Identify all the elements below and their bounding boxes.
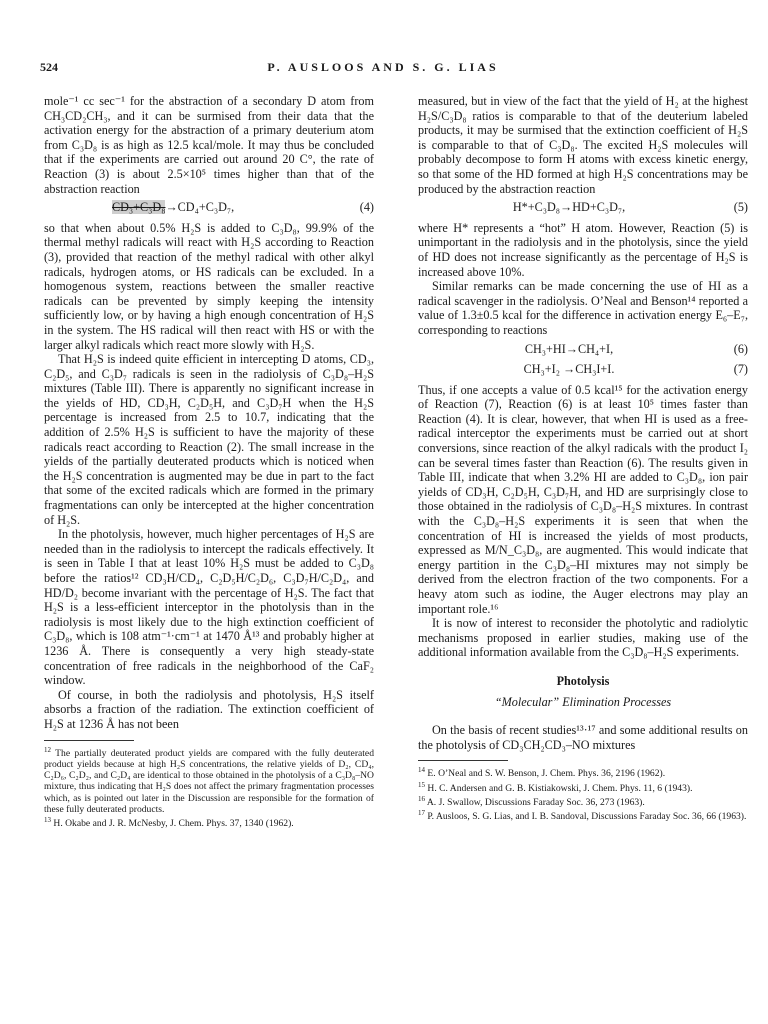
equation-number: (7): [733, 362, 748, 377]
footnote-mark: 14: [418, 766, 425, 775]
journal-page: [40, 60, 748, 1000]
paragraph: Of course, in both the radiolysis and photolysis, H₂S itself absorbs a fraction of the radiation. The extinction coefficient of H₂S at 1236 Å has not been: [44, 687, 374, 731]
equation-6: [418, 342, 748, 357]
equation-text: CH₃+HI→CH₄+I,: [524, 341, 614, 356]
footnote: [418, 808, 748, 822]
footnote-mark: 16: [418, 794, 425, 803]
section-heading: Photolysis: [556, 673, 610, 688]
subsection-heading: “Molecular” Elimination Processes: [494, 694, 672, 709]
paragraph: It is now of interest to reconsider the photolytic and radiolytic mechanisms proposed in earlier studies, making use of the additional information available from the C₃D₈–H₂S experiments.: [418, 616, 748, 660]
footnote-mark: 15: [418, 780, 425, 789]
footnote: [418, 780, 748, 794]
footnote: [44, 745, 374, 816]
paragraph: where H* represents a “hot” H atom. However, Reaction (5) is unimportant in the radiolysis and in the photolysis, since the yield of HD does not increase significantly as the percentage of H₂S is increased above 10%.: [418, 220, 748, 279]
page-header: [40, 60, 726, 80]
equation-5: [418, 200, 748, 215]
equation-text: →CD₄+C₃D₇,: [165, 200, 235, 215]
footnote-mark: 13: [44, 816, 51, 825]
page-number: 524: [40, 60, 58, 74]
footnote-divider: [44, 740, 134, 741]
footnote-mark: 17: [418, 809, 425, 818]
equation-number: (6): [733, 341, 748, 356]
paragraph: In the photolysis, however, much higher percentages of H₂S are needed than in the radiolysis to intercept the radicals effectively. It is seen in Table I that at least 10% H₂S must be added to C₃D₈ before the ratios¹² CD₃H/CD₄, C₂D₅H/C₂D₆, C₃D₇H/C₂D₄, and HD/D₂ become invariant with the percentage of H₂S. The fact that H₂S is a less-efficient interceptor in the photolysis than in the radiolysis is most likely due to the high extinction coefficient of C₃D₈, which is 108 atm⁻¹·cm⁻¹ at 1470 Å¹³ and probably higher at 1236 Å. There is consequently a very high steady-state concentration of free radicals in the neighborhood of the CaF₂ window.: [44, 527, 374, 688]
running-head: P. AUSLOOS AND S. G. LIAS: [267, 60, 499, 74]
paragraph: Similar remarks can be made concerning the use of HI as a radical scavenger in the radiolysis. O’Neal and Benson¹⁴ reported a value of 1.3±0.5 kcal for the difference in activation energy E₆–E₇, corresponding to reactions: [418, 279, 748, 337]
footnote: [44, 815, 374, 829]
footnote-text: H. C. Andersen and G. B. Kistiakowski, J. Chem. Phys. 11, 6 (1943).: [427, 782, 693, 794]
footnote-text: H. Okabe and J. R. McNesby, J. Chem. Phys. 37, 1340 (1962).: [53, 818, 294, 830]
footnote-text: The partially deuterated product yields are compared with the fully deuterated product yields because at high H₂S concentrations, the relative yields of D₂, CD₄, C₂D₆, C₂D₂, and C₂D₄ are identical to those obtained in the photolysis of a C₃D₈–NO mixture, thus indicating that H₂S does not affect the primary fragmentation processes which, as is pointed out later in the Discussion are responsible for the formation of these fully deuterated products.: [44, 747, 374, 816]
footnote-divider: [418, 760, 508, 761]
equation-text: CH₃+I₂ →CH₃I+I.: [523, 362, 615, 377]
equation-4: [44, 200, 374, 215]
paragraph: so that when about 0.5% H₂S is added to C₃D₈, 99.9% of the thermal methyl radicals will react with H₂S according to Reaction (3), provided that reaction of the methyl radical with other alkyl radicals, hydrogen atoms, or HS radicals can be excluded. In a homogenous system, reactions between the smaller reactive radicals can be prevented by simply keeping the intensity sufficiently low, or by having a high enough concentration of H₂S in the system. The HS radical will then react with HS or with the larger alkyl radicals which react more slowly with H₂S.: [44, 220, 374, 352]
equation-number: (5): [733, 200, 748, 215]
footnote: [418, 765, 748, 779]
footnote-text: P. Ausloos, S. G. Lias, and I. B. Sandoval, Discussions Faraday Soc. 36, 66 (1963).: [427, 811, 747, 823]
footnote: [418, 794, 748, 808]
paragraph: mole⁻¹ cc sec⁻¹ for the abstraction of a secondary D atom from CH₃CD₂CH₃, and it can be surmised from their data that the activation energy for the abstraction of a primary deuterium atom from C₃D₈ is as high as 12.5 kcal/mole. It may thus be concluded that if the experiments are carried out around 20 C°, the rate of Reaction (3) is about 2.5×10⁵ times higher than that of the abstraction reaction: [44, 94, 374, 196]
footnote-mark: 12: [44, 745, 51, 754]
paragraph: That H₂S is indeed quite efficient in intercepting D atoms, CD₃, C₂D₅, and C₃D₇ radicals is seen in the radiolysis of C₃D₈–H₂S mixtures (Table III). There is apparently no significant increase in the yields of HD, CD₃H, C₂D₅H, and C₃D₇H when the H₂S percentage is increased from 2.5 to 10.7, indicating that the addition of 2.5% H₂S is sufficient to have the majority of these radicals react according to Reaction (2). The small increase in the yields of the partially deuterated products which is noticed when the H₂S concentration is augmented may be due in part to the fact that some of the excited radicals which are formed in the primary fragmentations can only be intercepted at the higher concentration of H₂S.: [44, 352, 374, 527]
struck-highlight: CD₃+C₃D₈: [112, 200, 166, 215]
right-column: [418, 94, 748, 823]
paragraph: measured, but in view of the fact that the yield of H₂ at the highest H₂S/C₃D₈ ratios is comparable to that of the deuterium labeled products, it may be surmised that the extinction coefficient of H₂S is comparable to that of C₃D₈. The excited H₂S molecules will probably decompose to form H atoms with excess kinetic energy, so that some of the HD formed at high H₂S concentrations may be produced by the abstraction reaction: [418, 94, 748, 196]
equation-7: [418, 362, 748, 377]
footnote-text: E. O’Neal and S. W. Benson, J. Chem. Phys. 36, 2196 (1962).: [427, 768, 666, 780]
paragraph: On the basis of recent studies¹³·¹⁷ and some additional results on the photolysis of CD₃CH₂CD₃–NO mixtures: [418, 723, 748, 752]
paragraph: Thus, if one accepts a value of 0.5 kcal¹⁵ for the activation energy of Reaction (7), Reaction (6) is at least 10⁵ times faster than Reaction (4). It is clear, however, that when HI is used as a free-radical interceptor the experiments must be carried out at short conversions, since reaction of the alkyl radicals with the product I₂ can be several times faster than Reaction (6). The results given in Table III, indicate that when 3.2% HI are added to C₃D₈, ion pair yields of CD₃H, C₂D₅H, C₃D₇H, and HD are surprisingly close to those obtained in the radiolysis of C₃D₈–H₂S mixtures. In contrast with the C₃D₈–H₂S experiments it is seen that when the concentration of HI is increased the yields of most products, expressed as M/N_C₃D₈, are augmented. This would indicate that energy partition in the C₃D₈–HI mixtures may not simply be derived from the electron fraction of the two components. For a heavy atom such as iodine, the Auger electrons may play an important role.¹⁶: [418, 382, 748, 616]
equation-text: H*+C₃D₈→HD+C₃D₇,: [512, 200, 626, 215]
left-column: [44, 94, 374, 830]
footnote-text: A. J. Swallow, Discussions Faraday Soc. 36, 273 (1963).: [426, 796, 645, 808]
equation-number: (4): [359, 200, 374, 215]
